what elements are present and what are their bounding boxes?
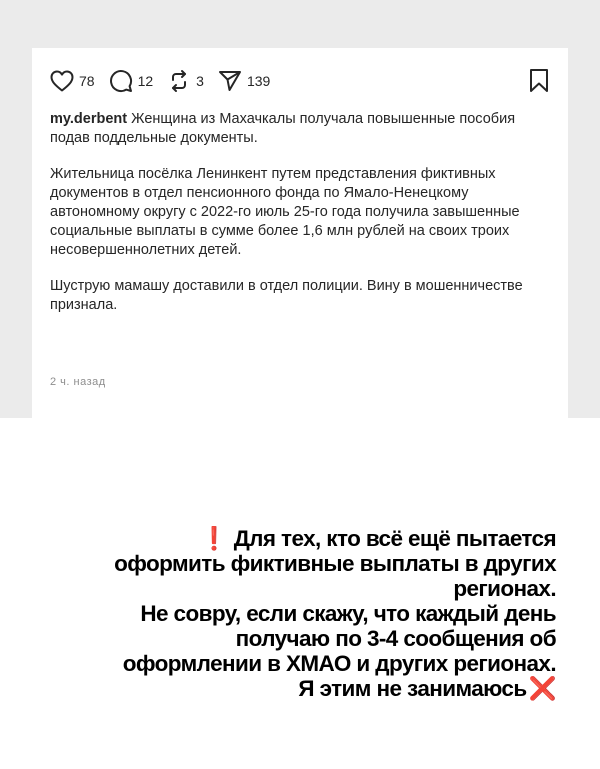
repost-icon bbox=[167, 69, 191, 93]
repost-button[interactable] bbox=[167, 69, 204, 93]
post-caption bbox=[50, 110, 540, 332]
notice-line-4: Не совру, если скажу, что каждый день bbox=[140, 601, 556, 626]
heart-icon bbox=[50, 70, 74, 92]
caption-paragraph-1: Жительница посёлка Ленинкент путем представления фиктивных документов в отдел пенсионного фонда по Ямало-Ненецкому автономному округу с 2022-го июль 25-го года получила завышенные социальные выплаты в сумме более 1,6 млн рублей на своих троих несовершеннолетних детей. bbox=[50, 166, 520, 258]
comment-button[interactable] bbox=[109, 69, 154, 93]
like-button[interactable] bbox=[50, 70, 95, 92]
exclamation-icon: ❗ bbox=[200, 526, 228, 551]
notice-line-5: получаю по 3-4 сообщения об bbox=[235, 626, 556, 651]
comments-count: 12 bbox=[137, 73, 154, 89]
bookmark-icon bbox=[528, 68, 550, 94]
notice-line-6: оформлении в ХМАО и других регионах. bbox=[122, 651, 556, 676]
notice-line-text: Я этим не занимаюсь bbox=[298, 676, 527, 701]
comment-icon bbox=[109, 69, 133, 93]
send-icon bbox=[218, 69, 242, 93]
caption-lead-text: Женщина из Махачкалы получала повышенные пособия подав поддельные документы. bbox=[50, 111, 516, 146]
post-username[interactable]: my.derbent bbox=[50, 111, 128, 127]
cross-mark-icon: ❌ bbox=[528, 676, 556, 701]
likes-count: 78 bbox=[79, 73, 95, 89]
notice-text bbox=[16, 526, 556, 701]
share-button[interactable] bbox=[218, 69, 270, 93]
notice-line-3: регионах. bbox=[453, 576, 556, 601]
notice-line-7 bbox=[16, 676, 556, 701]
reposts-count: 3 bbox=[196, 73, 204, 89]
caption-paragraph-2: Шуструю мамашу доставили в отдел полиции. Вину в мошенничестве признала. bbox=[50, 278, 523, 313]
notice-line-1 bbox=[16, 526, 556, 551]
story-notice-area bbox=[0, 418, 600, 769]
save-button[interactable] bbox=[528, 68, 550, 99]
notice-line-text: Для тех, кто всё ещё пытается bbox=[233, 526, 556, 551]
post-timestamp: 2 ч. назад bbox=[50, 376, 106, 388]
post-actions-bar bbox=[50, 64, 550, 98]
notice-line-2: оформить фиктивные выплаты в других bbox=[114, 551, 556, 576]
instagram-post-card bbox=[32, 48, 568, 418]
caption-lead bbox=[50, 110, 540, 148]
shares-count: 139 bbox=[246, 73, 271, 89]
